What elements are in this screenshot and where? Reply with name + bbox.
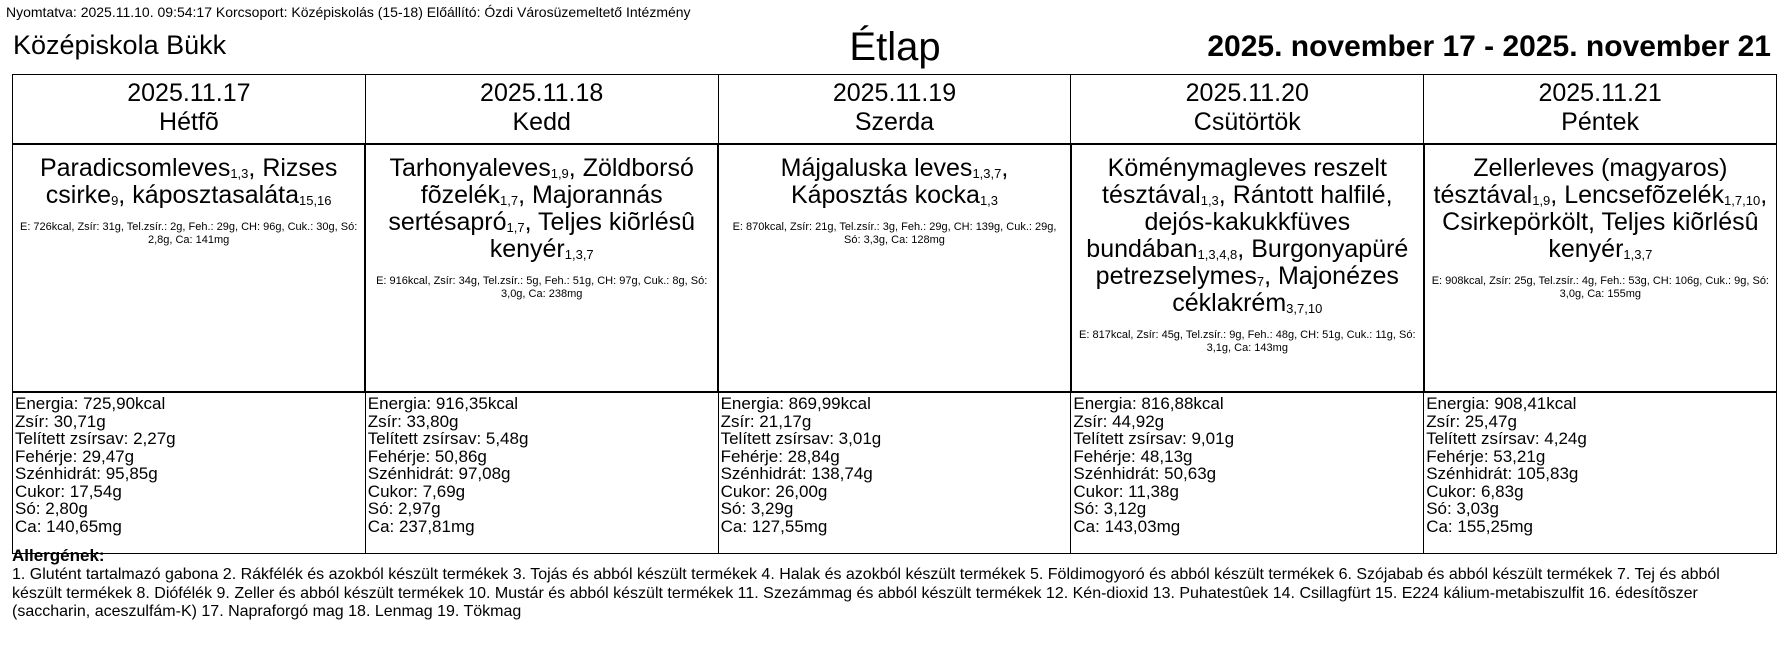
nutrition-line: Só: 3,03g	[1426, 499, 1499, 518]
allergen-codes: 15,16	[298, 193, 332, 208]
dish-name: Majorannás sertésapró	[388, 181, 663, 236]
nutrition-summary: E: 726kcal, Zsír: 31g, Tel.zsír.: 2g, Feh.: 29g, CH: 96g, Cuk.: 30g, Só: 2,8g, Ca: 141mg	[19, 221, 358, 246]
nutrition-line: Fehérje: 29,47g	[15, 446, 135, 466]
nutrition-line: Energia: 908,41kcal	[1426, 394, 1577, 413]
allergen-codes: 1,9	[1532, 193, 1551, 208]
nutrition-line: Ca: 127,55mg	[720, 516, 828, 536]
nutrition-summary: E: 870kcal, Zsír: 21g, Tel.zsír.: 3g, Feh.: 29g, CH: 139g, Cuk.: 29g, Só: 3,3g, Ca: 128mg	[732, 221, 1057, 246]
nutrition-line: Telített zsírsav: 9,01g	[1073, 429, 1235, 448]
nutrition-line: Só: 2,97g	[367, 499, 441, 518]
dish-name: Májgaluska leves	[780, 154, 973, 182]
allergen-codes: 1,3,7	[972, 166, 1002, 181]
nutrition-line: Ca: 155,25mg	[1426, 516, 1533, 536]
nutrition-line: Cukor: 17,54g	[15, 481, 122, 501]
allergen-codes: 9	[111, 193, 119, 208]
dish-name: Paradicsomleves	[39, 154, 231, 182]
allergen-codes: 1,7	[506, 220, 525, 235]
nutrition-details	[365, 392, 718, 554]
nutrition-line: Energia: 816,88kcal	[1073, 394, 1224, 413]
dish-name: Burgonyapüré petrezselymes	[1095, 235, 1409, 290]
allergen-codes: 7	[1256, 274, 1265, 289]
nutrition-line: Fehérje: 28,84g	[720, 446, 840, 466]
nutrition-line: Telített zsírsav: 3,01g	[720, 429, 882, 448]
day-meals	[718, 144, 1071, 392]
day-date: 2025.11.19	[832, 79, 957, 107]
nutrition-line: Fehérje: 53,21g	[1426, 446, 1546, 466]
menu-table	[12, 74, 1777, 554]
nutrition-line: Fehérje: 48,13g	[1073, 446, 1193, 466]
day-name: Kedd	[512, 108, 571, 136]
day-meals	[13, 144, 366, 392]
dish-name: Lencsefõzelék	[1564, 181, 1725, 209]
nutrition-line: Só: 2,80g	[15, 499, 88, 518]
nutrition-line: Zsír: 25,47g	[1426, 411, 1517, 431]
day-header	[1071, 75, 1424, 145]
nutrition-line: Energia: 916,35kcal	[367, 394, 519, 413]
nutrition-row	[13, 392, 1777, 554]
nutrition-line: Zsír: 21,17g	[720, 411, 812, 431]
dish-list: Paradicsomleves$_{1,3}$, Rizses csirke$_9$, káposztasaláta$_{15,16}$	[39, 154, 338, 209]
print-info: Nyomtatva: 2025.11.10. 09:54:17 Korcsoport: Középiskolás (15-18) Előállító: Ózdi Városüzemeltető Intézmény	[6, 4, 691, 20]
day-name: Hétfõ	[159, 108, 219, 136]
dish-name: Rizses csirke	[45, 154, 338, 209]
meals-row	[13, 144, 1777, 392]
nutrition-line: Cukor: 11,38g	[1073, 481, 1179, 501]
dish-name: káposztasaláta	[132, 181, 299, 209]
nutrition-line: Só: 3,12g	[1073, 499, 1147, 518]
day-name: Csütörtök	[1193, 108, 1301, 136]
school-name: Középiskola Bükk	[13, 30, 227, 60]
nutrition-details	[718, 392, 1071, 554]
allergen-codes: 1,7	[499, 193, 519, 208]
dish-name: Zöldborsó fõzelék	[420, 154, 694, 209]
day-name: Szerda	[854, 108, 935, 136]
day-header	[718, 75, 1071, 145]
allergen-codes: 1,3	[230, 166, 249, 181]
allergen-codes: 1,3	[979, 193, 999, 208]
day-meals	[1424, 144, 1777, 392]
dish-name: Majonézes céklakrém	[1172, 262, 1399, 317]
dish-name: Tarhonyaleves	[389, 154, 551, 182]
nutrition-details	[1071, 392, 1424, 554]
day-date: 2025.11.20	[1185, 79, 1309, 107]
nutrition-line: Szénhidrát: 97,08g	[367, 464, 511, 483]
nutrition-line: Telített zsírsav: 4,24g	[1426, 429, 1587, 448]
nutrition-summary: E: 817kcal, Zsír: 45g, Tel.zsír.: 9g, Feh.: 48g, CH: 51g, Cuk.: 11g, Só: 3,1g, Ca: 143mg	[1079, 329, 1416, 354]
nutrition-line: Cukor: 7,69g	[367, 481, 466, 501]
allergen-codes: 1,3,7	[1623, 247, 1653, 262]
dish-list: Zellerleves (magyaros) tésztával$_{1,9}$, Lencsefõzelék$_{1,7,10}$, Csirkepörkölt, Teljes kiõrlésû kenyér$_{1,3,7}$	[1433, 154, 1768, 263]
nutrition-line: Zsír: 30,71g	[15, 411, 106, 431]
nutrition-details	[13, 392, 366, 554]
allergen-codes: 1,3	[1200, 193, 1219, 208]
nutrition-line: Energia: 725,90kcal	[15, 394, 166, 413]
dish-list: Májgaluska leves$_{1,3,7}$, Káposztás kocka$_{1,3}$	[780, 154, 1009, 209]
day-header-row	[13, 75, 1777, 145]
day-date: 2025.11.21	[1538, 79, 1662, 107]
dish-name: Káposztás kocka	[790, 181, 980, 209]
day-header	[13, 75, 366, 145]
nutrition-summary: E: 916kcal, Zsír: 34g, Tel.zsír.: 5g, Feh.: 51g, CH: 97g, Cuk.: 8g, Só: 3,0g, Ca: 238mg	[376, 275, 708, 300]
dish-name: Köménymagleves reszelt tésztával	[1102, 154, 1387, 209]
nutrition-line: Zsír: 33,80g	[367, 411, 459, 431]
nutrition-details	[1424, 392, 1777, 554]
dish-name: Zellerleves (magyaros) tésztával	[1433, 154, 1728, 209]
nutrition-line: Fehérje: 50,86g	[367, 446, 487, 466]
day-header	[365, 75, 718, 145]
nutrition-line: Szénhidrát: 95,85g	[15, 464, 158, 483]
nutrition-line: Cukor: 6,83g	[1426, 481, 1524, 501]
nutrition-line: Szénhidrát: 138,74g	[720, 464, 873, 483]
nutrition-line: Szénhidrát: 105,83g	[1426, 464, 1579, 483]
nutrition-summary: E: 908kcal, Zsír: 25g, Tel.zsír.: 4g, Feh.: 53g, CH: 106g, Cuk.: 9g, Só: 3,0g, Ca: 155mg	[1431, 275, 1769, 300]
nutrition-line: Szénhidrát: 50,63g	[1073, 464, 1217, 483]
allergen-codes: 1,3,4,8	[1197, 247, 1238, 262]
allergens-title: Allergének:	[12, 546, 105, 565]
nutrition-line: Ca: 143,03mg	[1073, 516, 1181, 536]
day-meals	[1071, 144, 1424, 392]
allergen-codes: 1,7,10	[1724, 193, 1761, 208]
day-meals	[365, 144, 718, 392]
allergen-codes: 3,7,10	[1286, 301, 1323, 316]
nutrition-line: Ca: 140,65mg	[15, 516, 122, 536]
week-range: 2025. november 17 - 2025. november 21	[1207, 30, 1771, 63]
nutrition-line: Ca: 237,81mg	[367, 516, 475, 536]
day-name: Péntek	[1561, 108, 1640, 136]
dish-list: Köménymagleves reszelt tésztával$_{1,3}$, Rántott halfilé, dejós-kakukkfüves bundában$_{1,3,4,8}$, Burgonyapüré petrezselymes$_7$, Majonézes céklakrém$_{3,7,10}$	[1086, 154, 1409, 317]
page-title: Étlap	[849, 25, 941, 69]
allergen-codes: 1,3,7	[564, 247, 594, 262]
day-date: 2025.11.18	[480, 79, 604, 107]
dish-name: Teljes kiõrlésû kenyér	[489, 208, 696, 263]
allergen-codes: 1,9	[550, 166, 569, 181]
nutrition-line: Cukor: 26,00g	[720, 481, 828, 501]
nutrition-line: Zsír: 44,92g	[1073, 411, 1165, 431]
nutrition-line: Só: 3,29g	[720, 499, 794, 518]
nutrition-line: Energia: 869,99kcal	[720, 394, 871, 413]
dish-list: Tarhonyaleves$_{1,9}$, Zöldborsó fõzelék$_{1,7}$, Majorannás sertésapró$_{1,7}$, Teljes kiõrlésû kenyér$_{1,3,7}$	[388, 154, 696, 263]
day-date: 2025.11.17	[127, 79, 251, 107]
day-header	[1424, 75, 1777, 145]
dish-name: Teljes kiõrlésû kenyér	[1548, 208, 1759, 263]
dish-name: Csirkepörkölt	[1442, 208, 1589, 236]
dish-name: Rántott halfilé, dejós-kakukkfüves bundában	[1086, 181, 1393, 263]
allergens-list: 1. Glutént tartalmazó gabona 2. Rákfélék és azokból készült termékek 3. Tojás és abból készült termékek 4. Halak és azokból készült termékek 5. Földimogyoró és abból készült termékek 6. Szójabab és abból készült termékek 7. Tej és abból készült termékek 8. Diófélék 9. Zeller és abból készült termékek 10. Mustár és abból készült termékek 11. Szezámmag és abból készült termékek 12. Kén-dioxid 13. Puhatestûek 14. Csillagfürt 15. E224 kálium-metabiszulfit 16. édesítõszer (saccharin, aceszulfám-K) 17. Napraforgó mag 18. Lenmag 19. Tökmag	[12, 566, 1720, 620]
nutrition-line: Telített zsírsav: 5,48g	[367, 429, 529, 448]
nutrition-line: Telített zsírsav: 2,27g	[15, 429, 176, 448]
